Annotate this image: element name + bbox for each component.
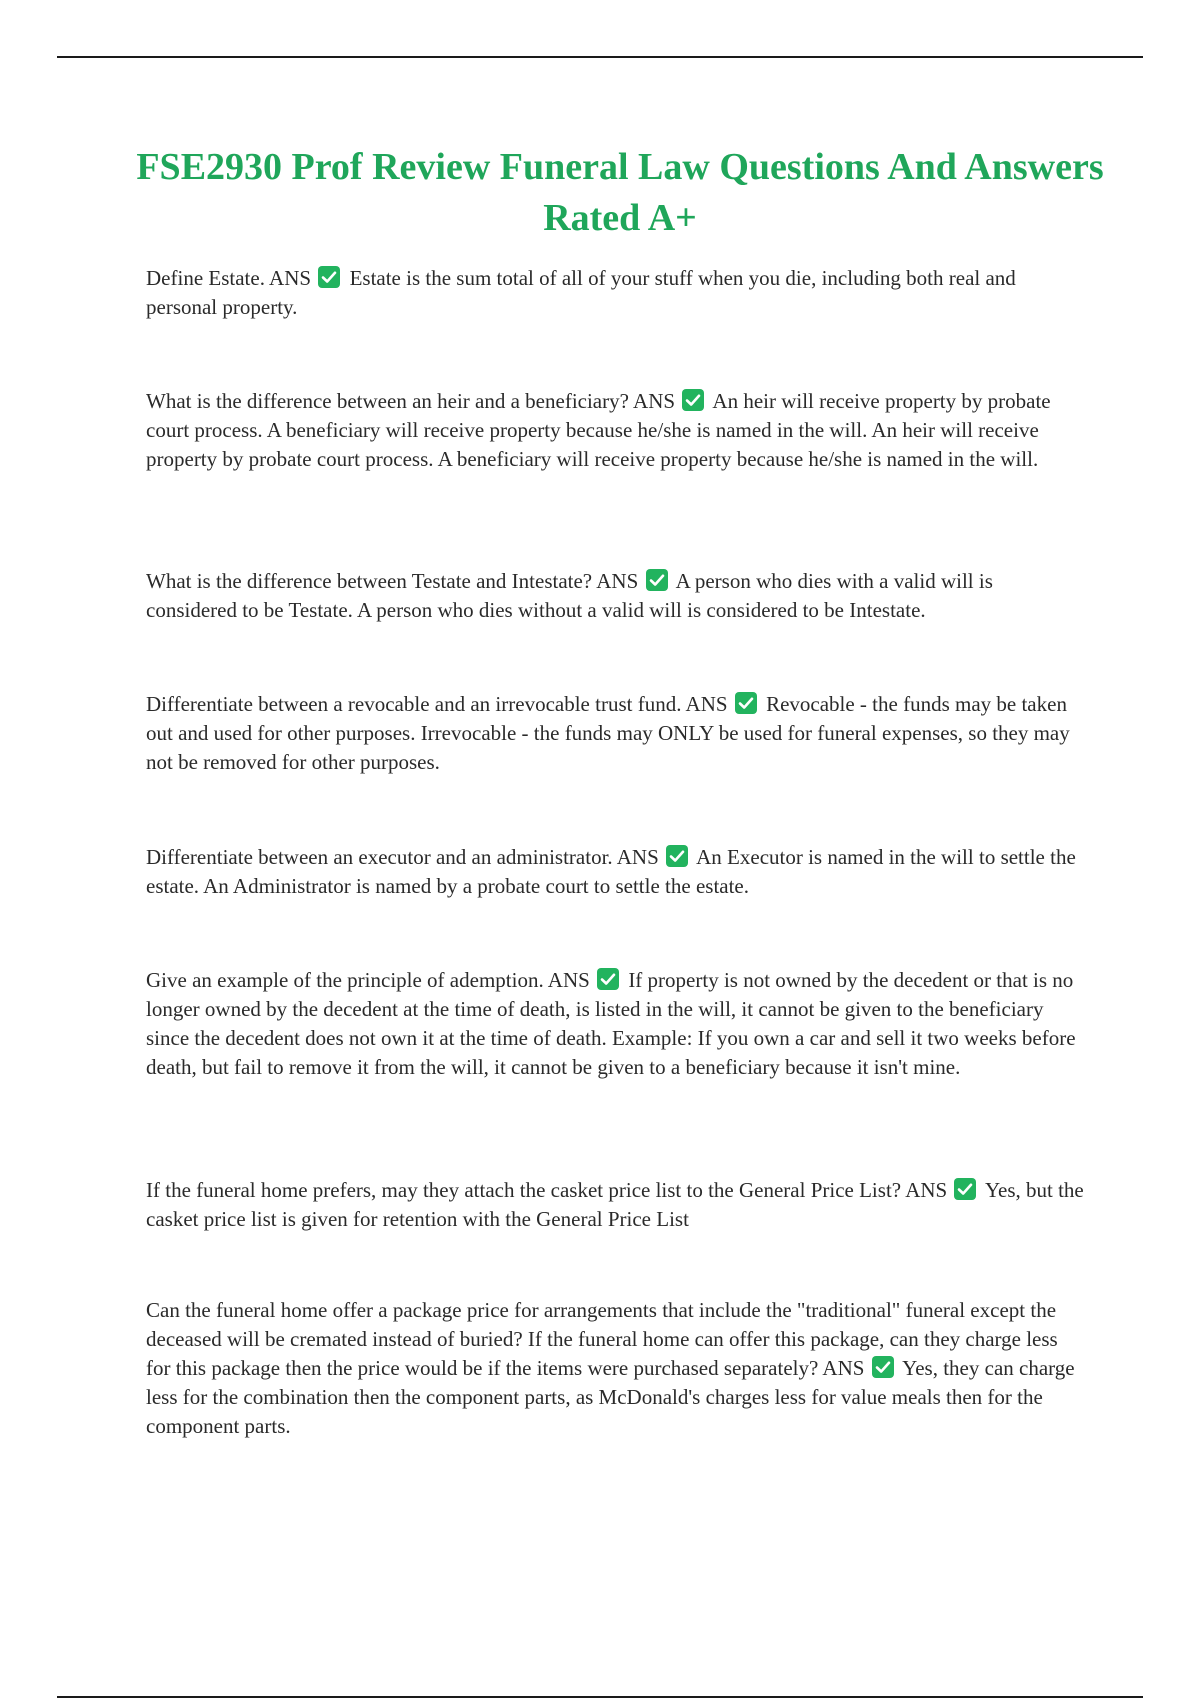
answer-text: Revocable - the funds may be taken out and used for other purposes. Irrevocable - the funds may ONLY be used for funeral expenses, so they may not be removed for other purposes.: [146, 692, 1070, 774]
check-box-icon: [682, 389, 704, 411]
check-box-icon: [872, 1356, 894, 1378]
question-text: Give an example of the principle of ademption.: [146, 968, 544, 992]
question-text: What is the difference between Testate and Intestate?: [146, 569, 593, 593]
qa-item: [146, 1176, 1086, 1234]
question-text: Define Estate.: [146, 266, 265, 290]
answer-text: Yes, they can charge less for the combination then the component parts, as McDonald's charges less for value meals then for the component parts.: [146, 1356, 1075, 1438]
answer-text: An Executor is named in the will to settle the estate. An Administrator is named by a probate court to settle the estate.: [146, 845, 1076, 898]
answer-marker: ANS: [685, 692, 728, 716]
question-text: If the funeral home prefers, may they attach the casket price list to the General Price List?: [146, 1178, 902, 1202]
qa-item: [146, 264, 1086, 322]
answer-text: Yes, but the casket price list is given for retention with the General Price List: [146, 1178, 1084, 1231]
question-text: Differentiate between a revocable and an irrevocable trust fund.: [146, 692, 682, 716]
qa-item: [146, 1296, 1086, 1441]
page-title: FSE2930 Prof Review Funeral Law Questions And Answers Rated A+: [136, 146, 1104, 239]
answer-text: A person who dies with a valid will is considered to be Testate. A person who dies without a valid will is considered to be Intestate.: [146, 569, 993, 622]
bottom-rule: [57, 1696, 1143, 1698]
question-text: What is the difference between an heir and a beneficiary?: [146, 389, 629, 413]
question-text: Differentiate between an executor and an administrator.: [146, 845, 613, 869]
check-box-icon: [646, 569, 668, 591]
qa-item: [146, 387, 1086, 474]
answer-text: Estate is the sum total of all of your stuff when you die, including both real and personal property.: [146, 266, 1016, 319]
qa-item: [146, 843, 1086, 901]
answer-marker: ANS: [905, 1178, 948, 1202]
answer-marker: ANS: [547, 968, 590, 992]
check-box-icon: [954, 1178, 976, 1200]
qa-item: [146, 966, 1086, 1082]
top-rule: [57, 56, 1143, 58]
answer-marker: ANS: [616, 845, 659, 869]
check-box-icon: [735, 692, 757, 714]
qa-item: [146, 567, 1086, 625]
qa-item: [146, 690, 1086, 777]
check-box-icon: [318, 266, 340, 288]
answer-marker: ANS: [596, 569, 639, 593]
check-box-icon: [666, 845, 688, 867]
answer-text: An heir will receive property by probate court process. A beneficiary will receive property because he/she is named in the will. An heir will receive property by probate court process. A beneficiary will receive property because he/she is named in the will.: [146, 389, 1051, 471]
answer-marker: ANS: [822, 1356, 865, 1380]
question-text: Can the funeral home offer a package price for arrangements that include the "traditional" funeral except the deceased will be cremated instead of buried? If the funeral home can offer this package, can they charge less for this package then the price would be if the items were purchased separately?: [146, 1298, 1058, 1380]
answer-marker: ANS: [269, 266, 312, 290]
answer-text: If property is not owned by the decedent or that is no longer owned by the decedent at the time of death, is listed in the will, it cannot be given to the beneficiary since the decedent does not own it at the time of death. Example: If you own a car and sell it two weeks before death, but fail to remove it from the will, it cannot be given to a beneficiary because it isn't mine.: [146, 968, 1076, 1079]
answer-marker: ANS: [633, 389, 676, 413]
check-box-icon: [597, 968, 619, 990]
